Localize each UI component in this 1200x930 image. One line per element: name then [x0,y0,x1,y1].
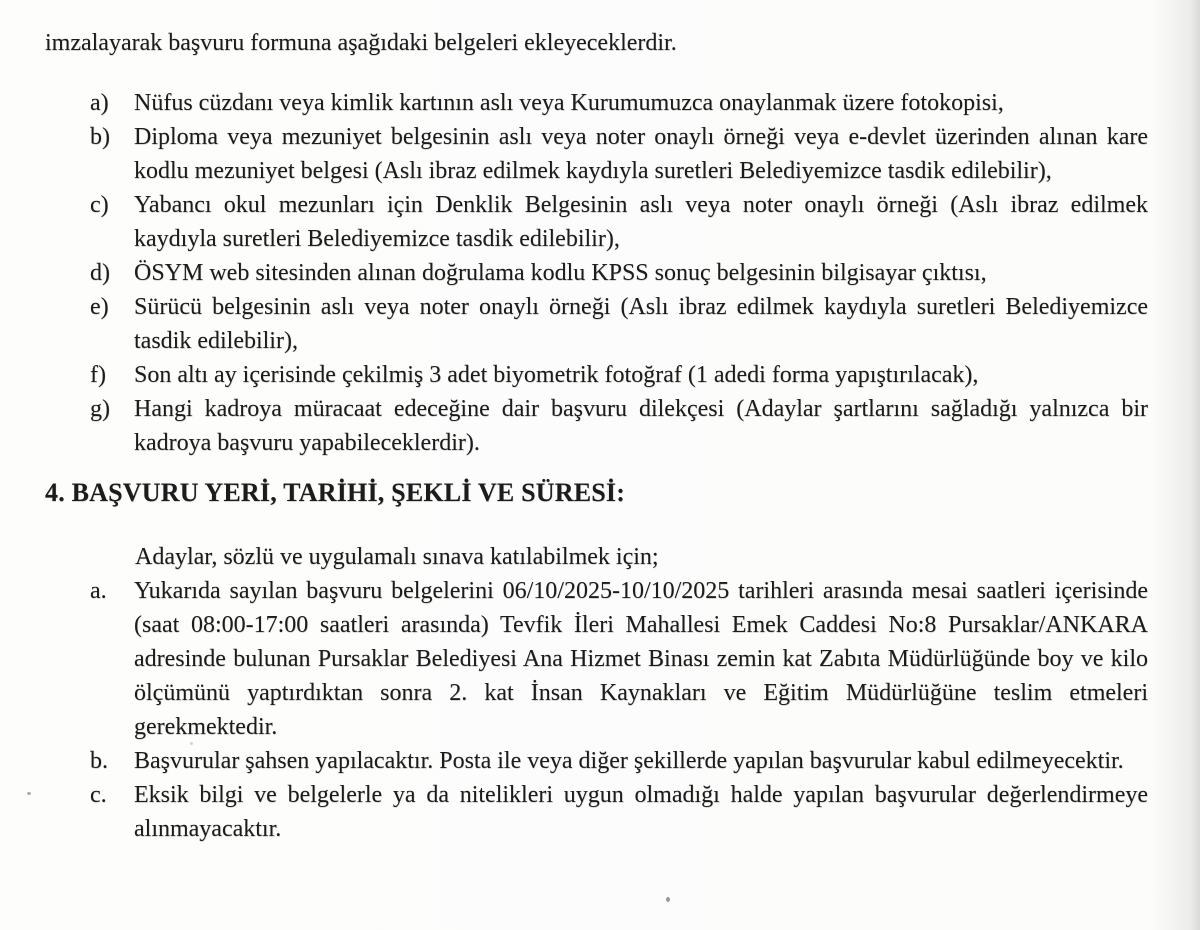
list-item-marker: d) [90,260,110,286]
list-item-text: Yabancı okul mezunları için Denklik Belgesinin aslı veya noter onaylı örneği (Aslı ibraz edilmek kaydıyla suretleri Belediyemizce tasdik edilebilir), [134,192,1148,252]
list-item-marker: a) [90,90,109,116]
list-item [90,188,1148,256]
list-item-marker: e) [90,294,109,320]
list-item [90,290,1148,358]
list-item-text: Yukarıda sayılan başvuru belgelerini 06/10/2025-10/10/2025 tarihleri arasında mesai saatleri içerisinde (saat 08:00-17:00 saatleri arasında) Tevfik İleri Mahallesi Emek Caddesi No:8 Pursaklar/ANKARA adresinde bulunan Pursaklar Belediyesi Ana Hizmet Binası zemin kat Zabıta Müdürlüğünde boy ve kilo ölçümünü yaptırdıktan sonra 2. kat İnsan Kaynakları ve Eğitim Müdürlüğüne teslim etmeleri gerekmektedir. [134,578,1148,740]
intro-paragraph: imzalayarak başvuru formuna aşağıdaki belgeleri ekleyeceklerdir. [45,30,677,56]
list-item-text: ÖSYM web sitesinden alınan doğrulama kodlu KPSS sonuç belgesinin bilgisayar çıktısı, [134,260,987,286]
list-item-marker: c) [90,192,109,218]
list-item-marker: b. [90,748,108,774]
lead-in-paragraph: Adaylar, sözlü ve uygulamalı sınava katılabilmek için; [135,544,659,570]
list-item-text: Başvurular şahsen yapılacaktır. Posta ile veya diğer şekillerde yapılan başvurular kabul edilmeyecektir. [134,748,1124,774]
list-item-marker: a. [90,578,107,604]
list-item-text: Sürücü belgesinin aslı veya noter onaylı örneği (Aslı ibraz edilmek kaydıyla suretleri Belediyemizce tasdik edilebilir), [134,294,1148,354]
list-item-text: Diploma veya mezuniyet belgesinin aslı veya noter onaylı örneği veya e-devlet üzerinden alınan kare kodlu mezuniyet belgesi (Aslı ibraz edilmek kaydıyla suretleri Belediyemizce tasdik edilebilir), [134,124,1148,184]
list-item-marker: g) [90,396,110,422]
list-item-marker: b) [90,124,110,150]
scan-speck [666,897,670,902]
scan-speck [27,792,31,795]
list-item-text: Eksik bilgi ve belgelerle ya da nitelikleri uygun olmadığı halde yapılan başvurular değerlendirmeye alınmayacaktır. [134,782,1148,842]
list-item [90,256,1148,290]
list-item [90,358,1148,392]
list-item [90,778,1148,846]
list-item [90,744,1148,778]
list-item-text: Nüfus cüzdanı veya kimlik kartının aslı veya Kurumumuzca onaylanmak üzere fotokopisi, [134,90,1004,116]
required-documents-list [45,86,1148,460]
list-item [90,574,1148,744]
list-item-marker: f) [90,362,106,388]
application-procedure-list [45,574,1148,846]
list-item [90,120,1148,188]
list-item [90,392,1148,460]
list-item-text: Hangi kadroya müracaat edeceğine dair başvuru dilekçesi (Adaylar şartlarını sağladığı yalnızca bir kadroya başvuru yapabileceklerdir). [134,396,1148,456]
list-item [90,86,1148,120]
list-item-text: Son altı ay içerisinde çekilmiş 3 adet biyometrik fotoğraf (1 adedi forma yapıştırılacak), [134,362,979,388]
list-item-marker: c. [90,782,107,808]
scan-speck [190,742,193,745]
section-heading: 4. BAŞVURU YERİ, TARİHİ, ŞEKLİ VE SÜRESİ: [45,478,626,507]
